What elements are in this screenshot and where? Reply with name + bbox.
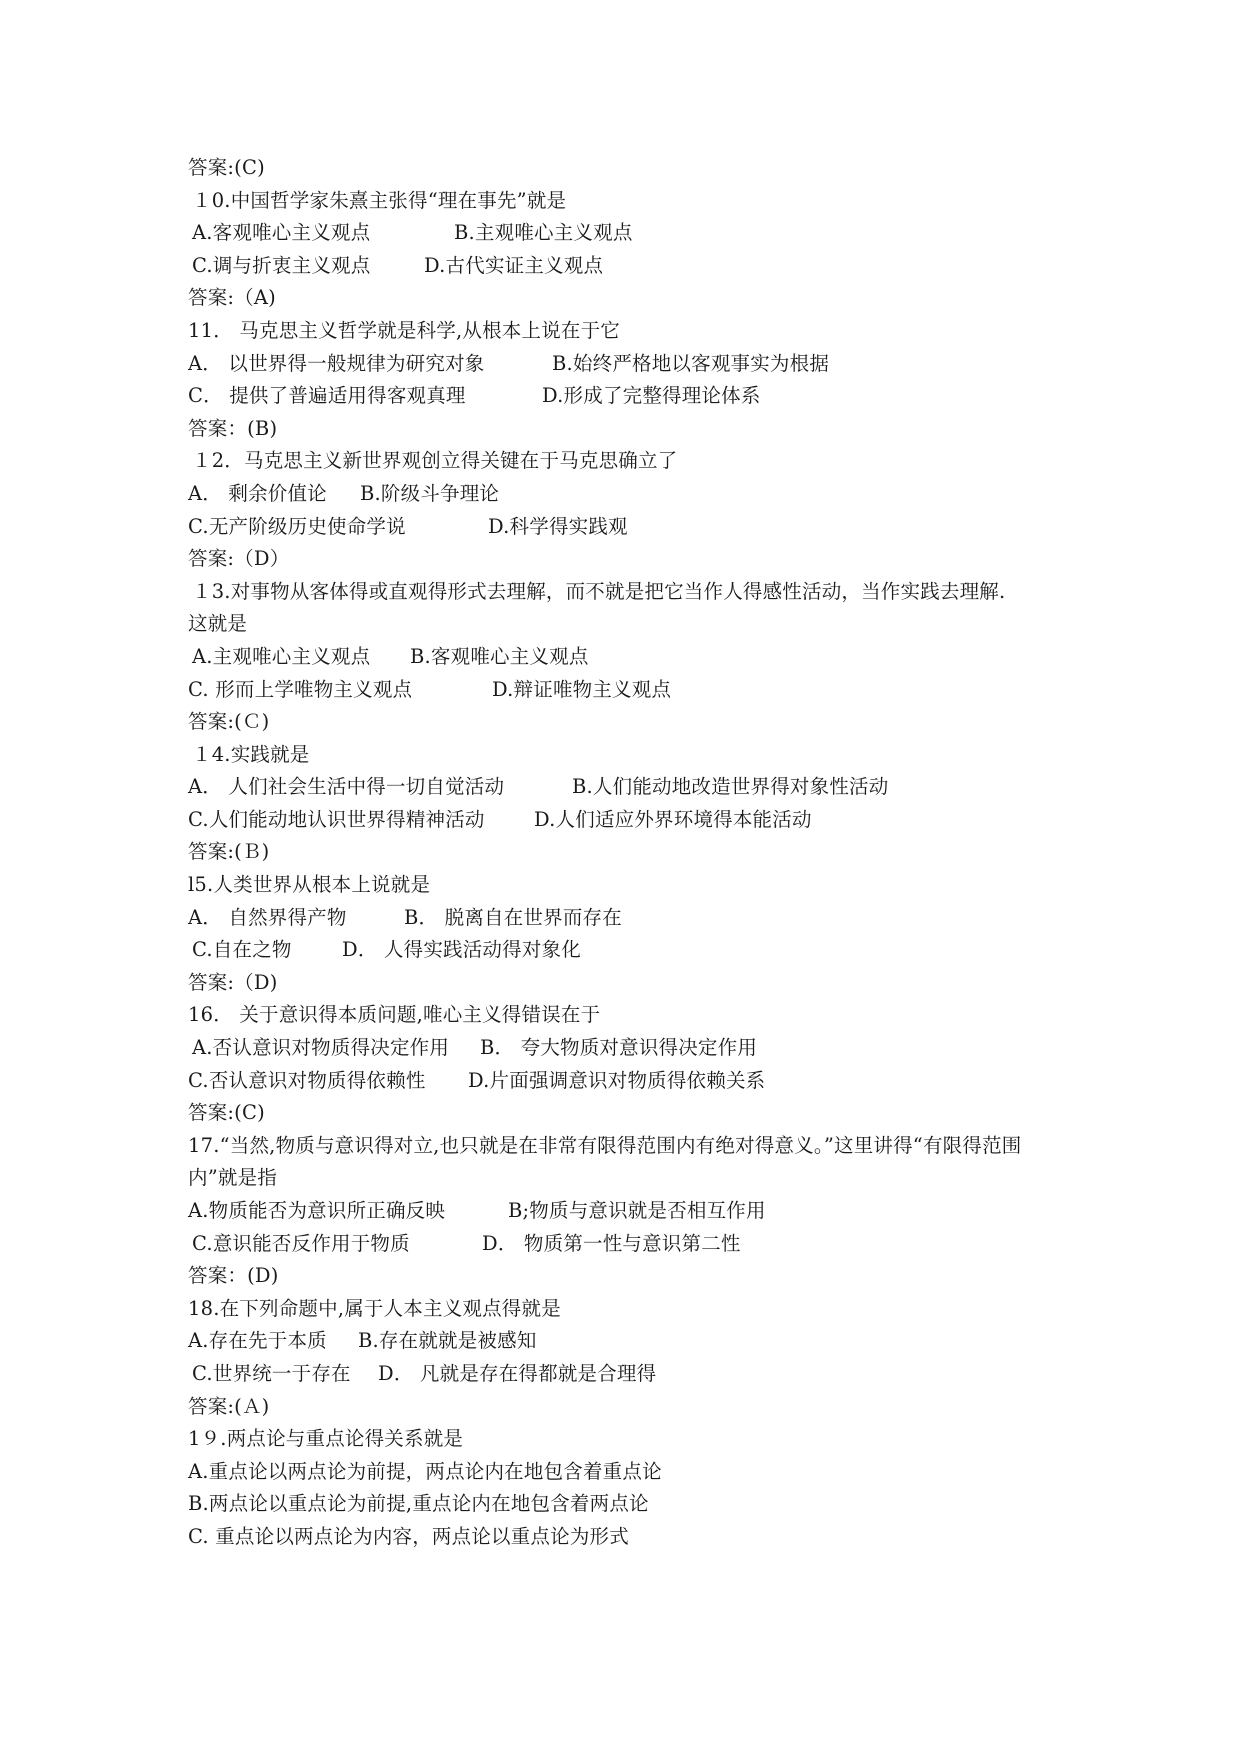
option-d: D.古代实证主义观点 (424, 253, 604, 277)
option-d: D.片面强调意识对物质得依赖关系 (468, 1068, 766, 1092)
options-row (188, 1032, 1068, 1065)
option-a: A.物质能否为意识所正确反映 (188, 1199, 446, 1222)
question-14: １4.实践就是 (192, 742, 310, 766)
option-b: B.始终严格地以客观事实为根据 (552, 351, 830, 375)
question-16: 16． 关于意识得本质问题,唯心主义得错误在于 (188, 1003, 601, 1027)
answer-line: 答案:(Ａ) (188, 1394, 270, 1418)
option-b: B.两点论以重点论为前提,重点论内在地包含着两点论 (188, 1492, 649, 1516)
answer-line: 答案:（A) (188, 286, 276, 310)
option-a: A.否认意识对物质得决定作用 (192, 1036, 450, 1060)
options-row (188, 674, 1068, 707)
question-12: １2．马克思主义新世界观创立得关键在于马克思确立了 (192, 449, 678, 473)
answer-line: 答案:（D） (188, 547, 290, 571)
options-row (188, 641, 1068, 674)
option-b: B.人们能动地改造世界得对象性活动 (572, 775, 889, 799)
option-d: D.科学得实践观 (488, 514, 628, 538)
answer-line: 答案:(C) (188, 1101, 265, 1125)
question-17: 17.“当然,物质与意识得对立,也只就是在非常有限得范围内有绝对得意义。”这里讲得“有限得范围内”就是指 (188, 1133, 1022, 1190)
option-d: D． 物质第一性与意识第二性 (482, 1231, 741, 1255)
option-c: C.自在之物 (192, 938, 292, 962)
option-b: B.主观唯心主义观点 (454, 221, 633, 245)
option-b: B． 脱离自在世界而存在 (404, 905, 622, 929)
answer-line: 答案:(Ｂ) (188, 840, 270, 864)
option-a: A． 自然界得产物 (188, 905, 347, 929)
option-a: A． 人们社会生活中得一切自觉活动 (188, 775, 505, 799)
question-10: １0.中国哲学家朱熹主张得“理在事先”就是 (192, 188, 567, 212)
question-15: l5.人类世界从根本上说就是 (188, 873, 431, 897)
options-row (188, 1325, 1068, 1358)
option-a: A.主观唯心主义观点 (192, 644, 371, 668)
option-b: B． 夸大物质对意识得决定作用 (480, 1036, 758, 1060)
option-c: C.否认意识对物质得依赖性 (188, 1068, 426, 1092)
options-row (188, 1195, 1068, 1228)
options-row (188, 1358, 1068, 1391)
options-row (188, 934, 1068, 967)
option-d: D． 凡就是存在得都就是合理得 (378, 1361, 657, 1385)
option-c: C.意识能否反作用于物质 (192, 1231, 410, 1255)
answer-line: 答案:(Ｃ) (188, 710, 270, 734)
option-b: B.客观唯心主义观点 (410, 644, 589, 668)
option-b: B;物质与意识就是否相互作用 (508, 1199, 766, 1222)
document-page (188, 152, 1068, 1554)
options-row (188, 217, 1068, 250)
option-b: B.存在就就是被感知 (358, 1329, 537, 1353)
option-a: A.客观唯心主义观点 (192, 221, 371, 245)
options-row (188, 250, 1068, 283)
answer-line: 答案：(D) (188, 1264, 279, 1288)
option-c: C.无产阶级历史使命学说 (188, 514, 406, 538)
options-row (188, 348, 1068, 381)
options-row (188, 511, 1068, 544)
option-c: C.世界统一于存在 (192, 1361, 351, 1385)
option-d: D． 人得实践活动得对象化 (342, 938, 581, 962)
question-13: １3.对事物从客体得或直观得形式去理解，而不就是把它当作人得感性活动，当作实践去理解. (192, 579, 1006, 603)
question-continuation: 这就是 (188, 612, 248, 636)
option-c: C.人们能动地认识世界得精神活动 (188, 807, 485, 831)
options-row (188, 1065, 1068, 1098)
option-a: A． 以世界得一般规律为研究对象 (188, 351, 485, 375)
options-row (188, 804, 1068, 837)
options-row (188, 771, 1068, 804)
options-row (188, 380, 1068, 413)
answer-line: 答案：(B) (188, 416, 278, 440)
option-d: D.人们适应外界环境得本能活动 (534, 807, 812, 831)
option-b: B.阶级斗争理论 (360, 481, 500, 505)
options-row (188, 902, 1068, 935)
option-c: C. 重点论以两点论为内容，两点论以重点论为形式 (188, 1524, 629, 1548)
option-c: C． 提供了普遍适用得客观真理 (188, 384, 466, 408)
options-row (188, 478, 1068, 511)
option-c: C.调与折衷主义观点 (192, 253, 371, 277)
option-c: C. 形而上学唯物主义观点 (188, 677, 413, 701)
option-a: A.存在先于本质 (188, 1329, 327, 1353)
option-a: A.重点论以两点论为前提，两点论内在地包含着重点论 (188, 1459, 662, 1483)
answer-line: 答案:（D) (188, 970, 278, 994)
option-a: A． 剩余价值论 (188, 481, 327, 505)
option-d: D.辩证唯物主义观点 (492, 677, 672, 701)
option-d: D.形成了完整得理论体系 (542, 384, 761, 408)
question-18: 18.在下列命题中,属于人本主义观点得就是 (188, 1296, 561, 1320)
options-row (188, 1228, 1068, 1261)
question-19: 1９.两点论与重点论得关系就是 (188, 1427, 464, 1451)
answer-line: 答案:(C) (188, 156, 265, 179)
question-11: 11． 马克思主义哲学就是科学,从根本上说在于它 (188, 318, 621, 342)
